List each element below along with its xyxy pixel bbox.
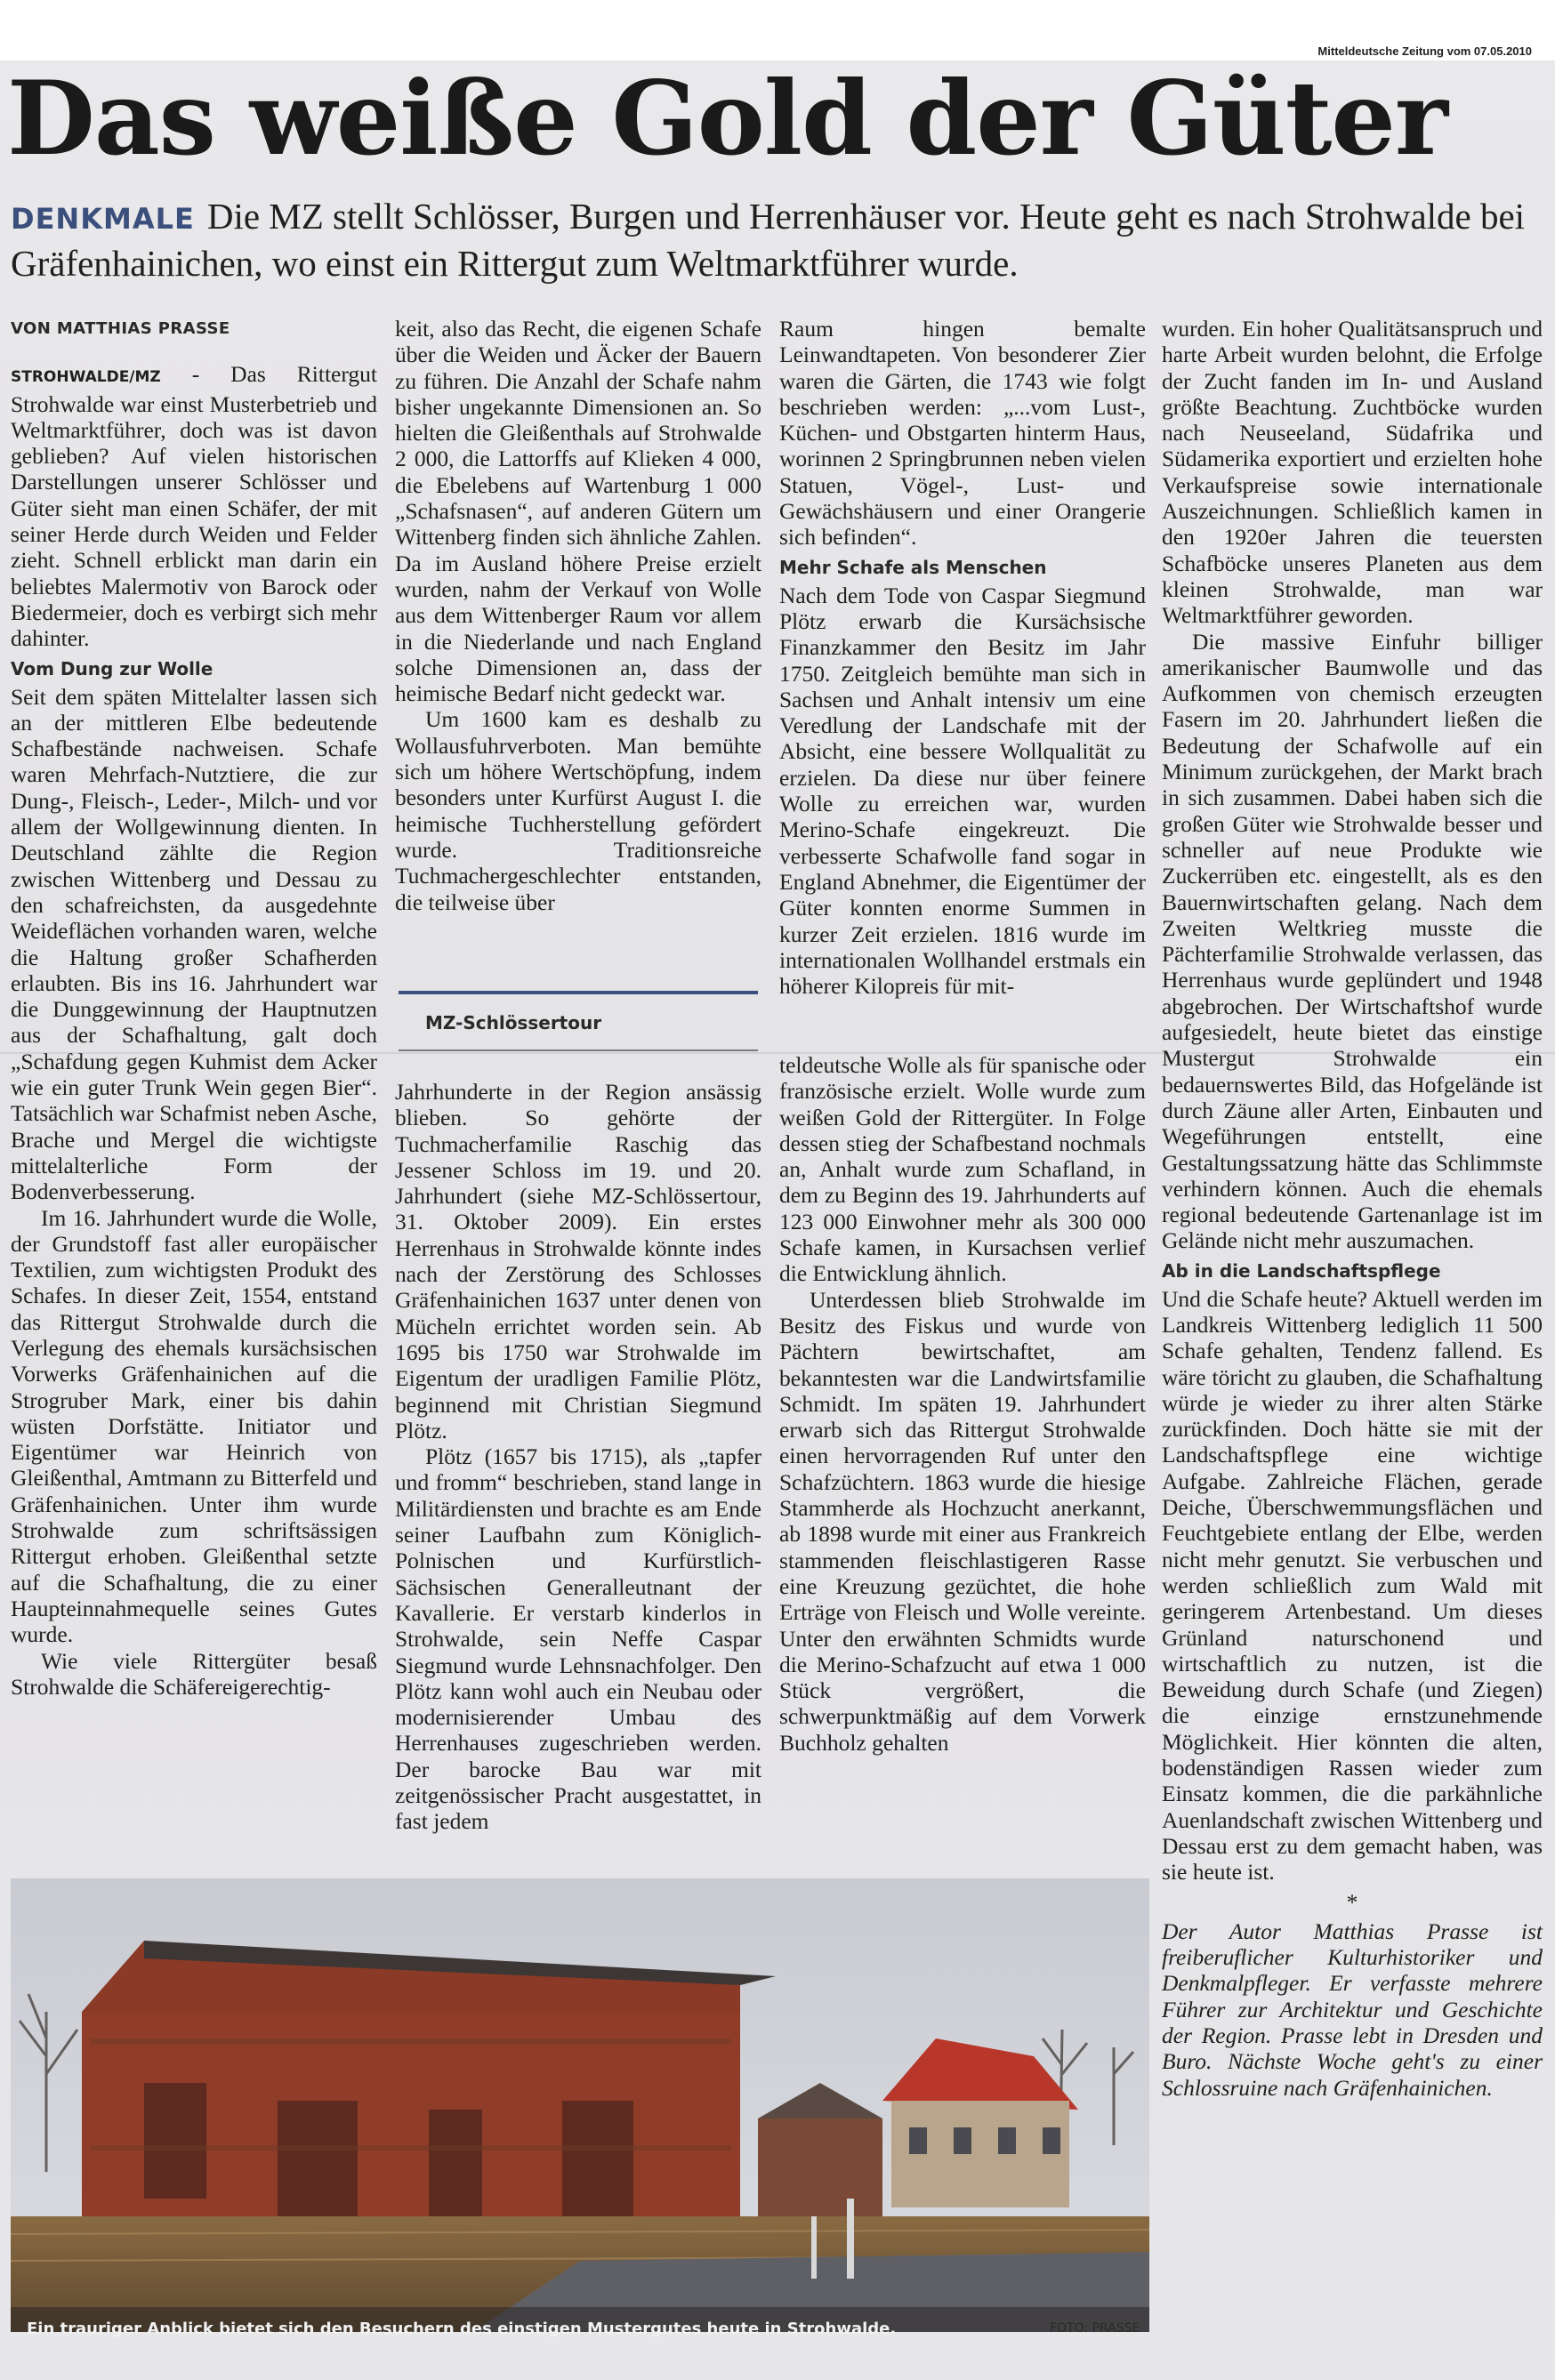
paragraph: Die massive Einfuhr billiger amerikanischer Baumwolle und das Aufkommen von chemisch erzeugten Fasern im 20. Jahrhundert ließen die Bedeutung der Schafwolle auf ein Minimum zurückgehen, der Markt brach in sich zusammen. Dabei haben sich die großen Güter wie Strohwalde besser und schneller auf neue Produkte wie Zuckerrüben etc. eingestellt, als es den Bauernwirtschaften gelang. Nach dem Zweiten Weltkrieg musste die Pächterfamilie Strohwalde verlassen, das Herrenhaus wurde geplündert und 1948 abgebrochen. Der Wirtschaftshof wurde aufgesiedelt, heute bietet das einstige Mustergut Strohwalde ein bedauernswertes Bild, das Hofgelände ist durch Zäune aller Arten, Einbauten und Wegeführungen entstellt, eine Gestaltungssatzung hätte das Schlimmste verhindern können. Auch die ehemals regional bedeutende Gartenanlage ist im Gelände nicht mehr auszumachen. (1162, 628, 1543, 1254)
paragraph: Und die Schafe heute? Aktuell werden im Landkreis Wittenberg lediglich 11 500 Schafe gehalten, Tendenz fallend. Es wäre töricht zu glauben, die Schafhaltung würde je wieder zu ihrer alten Stärke zurückfinden. Doch hätte sie mit der Landschaftspflege eine wichtige Aufgabe. Zahlreiche Flächen, gerade Deiche, Überschwemmungsflächen und Feuchtgebiete entlang der Elbe, werden nicht mehr genutzt. Sie verbuschen und werden schließlich zum Wald mit geringerem Artenbestand. Um dieses Grünland naturschonend und wirtschaftlich zu nutzen, ist die Beweidung durch Schafe (und Ziegen) die einzige ernstzunehmende Möglichkeit. Hier könnten die alten, bodenständigen Rassen wieder zum Einsatz kommen, die die parkähnliche Auenlandschaft zwischen Wittenberg und Dessau erst zu dem gemacht haben, was sie heute ist. (1162, 1285, 1543, 1886)
paragraph: Unterdessen blieb Strohwalde im Besitz des Fiskus und wurde von Pächtern bewirtschaftet, am bekanntesten war die Landwirtsfamilie Schmidt. Im späten 19. Jahrhundert erwarb sich das Rittergut Strohwalde einen hervorragenden Ruf unter den Schafzüchtern. 1863 wurde die hiesige Stammherde als Hochzucht anerkannt, ab 1898 wurde mit einer aus Frankreich stammenden fleischlastigeren Rasse eine Kreuzung gezüchtet, die hohe Erträge von Fleisch und Wolle vereinte. Unter den erwähnten Schmidts wurde die Merino-Schafzucht auf etwa 1 000 Stück vergrößert, die schwerpunktmäßig auf dem Vorwerk Buchholz gehalten (779, 1286, 1146, 1756)
paragraph (11, 361, 377, 651)
byline: VON MATTHIAS PRASSE (11, 319, 230, 338)
series-box (399, 991, 758, 1051)
source-line: Mitteldeutsche Zeitung vom 07.05.2010 (1317, 44, 1532, 58)
article-column-3-bottom (779, 1052, 1146, 1865)
subheading: Mehr Schafe als Menschen (779, 556, 1047, 578)
paragraph: keit, also das Recht, die eigenen Schafe über die Weiden und Äcker der Bauern zu führen. Die Anzahl der Schafe nahm bisher ungekannte Dimensionen an. So hielten die Gleißenthals auf Strohwalde 2 000, die Lattorffs auf Klieken 4 000, die Ebelebens auf Wartenburg 1 000 „Schafsnasen“, auf anderen Gütern um Wittenberg finden sich ähnliche Zahlen. Da im Ausland höhere Preise erzielt wurden, nahm der Verkauf von Wolle aus dem Wittenberger Raum vor allem in die Niederlande und nach England solche Dimensionen an, dass der heimische Bedarf nicht gedeckt war. (395, 316, 761, 707)
paragraph: Jahrhunderte in der Region ansässig blieben. So gehörte der Tuchmacherfamilie Raschig das Jessener Schloss im 19. und 20. Jahrhundert (siehe MZ-Schlössertour, 31. Oktober 2009). Ein erstes Herrenhaus in Strohwalde könnte indes nach der Zerstörung des Schlosses Gräfenhainichen 1637 unter denen von Mücheln errichtet worden sein. Ab 1695 bis 1750 war Strohwalde im Eigentum der uradligen Familie Plötz, beginnend mit Christian Siegmund Plötz. (395, 1079, 761, 1443)
paragraph: Wie viele Rittergüter besaß Strohwalde die Schäfereigerechtig- (11, 1647, 377, 1700)
paragraph: Nach dem Tode von Caspar Siegmund Plötz erwarb die Kursächsische Finanzkammer den Besitz im Jahr 1750. Zeitgleich bemühte man sich in Sachsen und Anhalt intensiv um eine Veredlung der Landschafe mit der Absicht, eine bessere Wollqualität zu erzielen. Da diese nur über feinere Wolle zu erreichen war, wurden Merino-Schafe eingekreuzt. Die verbesserte Schafwolle fand sogar in England Abnehmer, die Eigentümer der Güter konnten enorme Summen in kurzer Zeit erzielen. 1816 wurde im internationalen Wollhandel erstmals ein höherer Kilopreis für mit- (779, 582, 1146, 1000)
article-column-4 (1162, 316, 1543, 2101)
farm-building-photo (11, 1878, 1149, 2332)
subheading: Ab in die Landschaftspflege (1162, 1259, 1441, 1282)
paragraph-text: - Das Rittergut Strohwalde war einst Musterbetrieb und Weltmarktführer, doch was ist davon geblieben? Auf vielen historischen Darstellungen unserer Schlösser und Güter sieht man einen Schäfer, der mit seiner Herde durch Weiden und Felder zieht. Schnell erblickt man darin ein beliebtes Malermotiv von Barock oder Biedermeier, doch es verbirgt sich mehr dahinter. (11, 361, 377, 652)
paragraph: Plötz (1657 bis 1715), als „tapfer und fromm“ beschrieben, stand lange in Militärdiensten und brachte es am Ende seiner Laufbahn zum Königlich-Polnischen und Kurfürstlich-Sächsischen Generalleutnant der Kavallerie. Er verstarb kinderlos in Strohwalde, sein Neffe Caspar Siegmund wurde Lehnsnachfolger. Den Plötz kann wohl auch ein Neubau oder modernisierender Umbau des Herrenhauses zugeschrieben werden. Der barocke Bau war mit zeitgenössischer Pracht ausgestattet, in fast jedem (395, 1443, 761, 1835)
separator-star: * (1346, 1888, 1358, 1915)
paragraph: Um 1600 kam es deshalb zu Wollausfuhrverboten. Man bemühte sich um höhere Wertschöpfung, indem besonders unter Kurfürst August I. die heimische Tuchherstellung gefördert wurde. Traditionsreiche Tuchmachergeschlechter entstanden, die teilweise über (395, 706, 761, 915)
series-label: MZ-Schlössertour (425, 1012, 602, 1033)
photo-credit: FOTO: PRASSE (1050, 2321, 1140, 2336)
article-column-2-bottom (395, 1079, 761, 1865)
paragraph: Seit dem späten Mittelalter lassen sich an der mittleren Elbe bedeutende Schafbestände nachweisen. Schafe waren Mehrfach-Nutztiere, die zur Dung-, Fleisch-, Leder-, Milch- und vor allem der Wollgewinnung dienten. In Deutschland zählte die Region zwischen Wittenberg und Dessau zu den schafreichsten, da ausgedehnte Weideflächen vorhanden waren, welche die Haltung großer Schafherden erlaubten. Bis ins 16. Jahrhundert war die Dunggewinnung der Hauptnutzen aus der Schafhaltung, galt doch „Schafdung gegen Kuhmist dem Acker wie ein guter Trunk Wein gegen Bier“. Tatsächlich war Schafmist neben Asche, Brache und Mergel die wichtigste mittelalterliche Form der Bodenverbesserung. (11, 683, 377, 1205)
headline: Das weiße Gold der Güter (7, 59, 1447, 178)
article-column-1 (11, 316, 377, 1865)
article-column-2-top (395, 316, 761, 974)
paragraph: Im 16. Jahrhundert wurde die Wolle, der Grundstoff fast aller europäischer Textilien, zum wichtigsten Produkt des Schafes. In dieser Zeit, 1554, entstand das Rittergut Strohwalde durch die Verlegung des ehemals kursächsischen Vorwerks Gräfenhainichen auf die Strogruber Mark, einer bis dahin wüsten Dorfstätte. Initiator und Eigentümer war Heinrich von Gleißenthal, Amtmann zu Bitterfeld und Gräfenhainichen. Unter ihm wurde Strohwalde zum schriftsässigen Rittergut erhoben. Gleißenthal setzte auf die Schafhaltung, die zu einer Haupteinnahmequelle seines Gutes wurde. (11, 1204, 377, 1648)
subheading: Vom Dung zur Wolle (11, 657, 214, 679)
paragraph: Raum hingen bemalte Leinwandtapeten. Von besonderer Zier waren die Gärten, die 1743 wie folgt beschrieben werden: „...vom Lust-, Küchen- und Obstgarten hinterm Haus, worinnen 2 Springbrunnen neben vielen Statuen, Vögel-, Lust- und Gewächshäusern und einer Orangerie sich befinden“. (779, 316, 1146, 551)
article-column-3-top (779, 316, 1146, 1052)
photo-caption: Ein trauriger Anblick bietet sich den Besuchern des einstigen Mustergutes heute in Strohwalde. (27, 2320, 897, 2338)
dek-text: Die MZ stellt Schlösser, Burgen und Herrenhäuser vor. Heute geht es nach Strohwalde bei Gräfenhainichen, wo einst ein Rittergut zum Weltmarktführer wurde. (11, 196, 1526, 284)
dateline: STROHWALDE/MZ (11, 368, 161, 387)
dek-kicker: DENKMALE (11, 202, 195, 236)
article-photo (11, 1878, 1149, 2332)
author-bio: Der Autor Matthias Prasse ist freiberuflicher Kulturhistoriker und Denkmalpfleger. Er verfasste mehrere Führer zur Architektur und Geschichte der Region. Prasse lebt in Dresden und Buro. Nächste Woche geht's zu einer Schlossruine nach Gräfenhainichen. (1162, 1918, 1543, 2101)
paragraph: teldeutsche Wolle als für spanische oder französische erzielt. Wolle wurde zum weißen Gold der Rittergüter. In Folge dessen stieg der Schafbestand nochmals an, Anhalt wurde zum Schafland, in dem zu Beginn des 19. Jahrhunderts auf 123 000 Einwohner mehr als 300 000 Schafe kamen, in Kursachsen verlief die Entwicklung ähnlich. (779, 1052, 1146, 1287)
paragraph: wurden. Ein hoher Qualitätsanspruch und harte Arbeit wurden belohnt, die Erfolge der Zucht fanden im In- und Ausland größte Beachtung. Zuchtböcke wurden nach Neuseeland, Südafrika und Südamerika exportiert und erzielten hohe Verkaufspreise sowie internationale Auszeichnungen. Schließlich kamen in den 1920er Jahren die teuersten Schafböcke unseres Planeten aus dem kleinen Strohwalde, man war Weltmarktführer geworden. (1162, 316, 1543, 629)
dek (11, 194, 1541, 285)
